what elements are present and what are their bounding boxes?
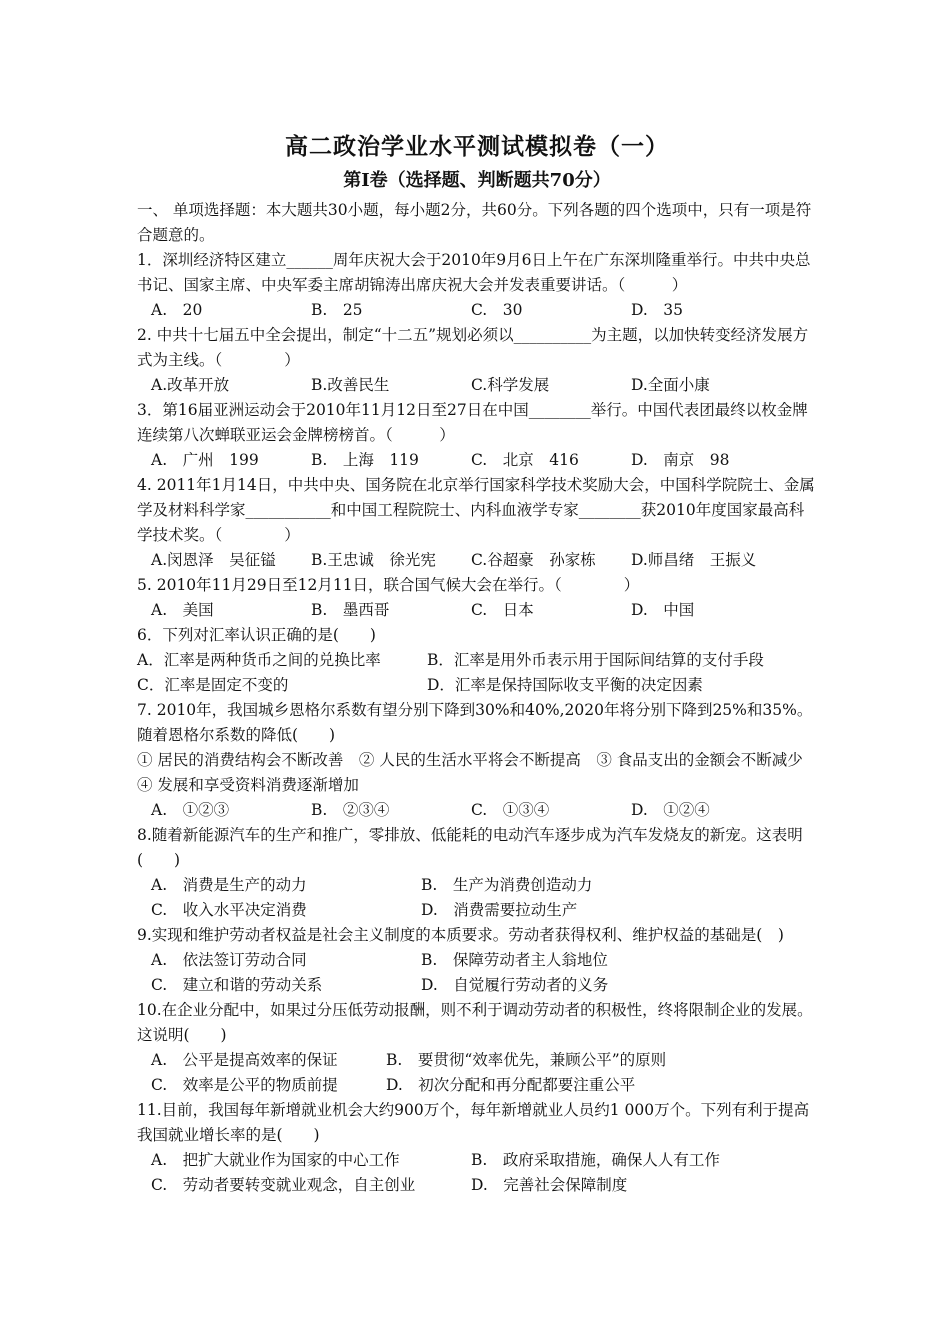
option-b: B. 生产为消费创造动力 <box>421 876 593 894</box>
option-c: C. 效率是公平的物质前提 <box>151 1076 338 1094</box>
question-4 <box>137 473 817 573</box>
option-a: A.改革开放 <box>151 376 230 394</box>
question-6 <box>137 623 817 698</box>
option-b: B.王忠诚 徐光宪 <box>311 551 436 569</box>
question-stem: 1．深圳经济特区建立______周年庆祝大会于2010年9月6日上午在广东深圳隆重举行。中共中央总书记、国家主席、中央军委主席胡锦涛出席庆祝大会并发表重要讲话。（ ） <box>137 251 811 294</box>
option-c: C. 建立和谐的劳动关系 <box>151 976 323 994</box>
option-a: A. 依法签订劳动合同 <box>151 951 307 969</box>
option-a: A. 消费是生产的动力 <box>151 876 307 894</box>
option-a: A. 把扩大就业作为国家的中心工作 <box>151 1151 400 1169</box>
option-a: A. 20 <box>151 301 203 319</box>
option-b: B. ②③④ <box>311 801 390 819</box>
question-stem: 7. 2010年，我国城乡恩格尔系数有望分别下降到30%和40%,2020年将分别下降到25%和35%。随着恩格尔系数的降低( ) <box>137 701 813 744</box>
question-2 <box>137 323 817 398</box>
option-c: C．汇率是固定不变的 <box>137 676 289 694</box>
option-c: C. ①③④ <box>471 801 550 819</box>
option-c: C. 日本 <box>471 601 534 619</box>
option-d: D. ①②④ <box>631 801 710 819</box>
option-b: B．汇率是用外币表示用于国际间结算的支付手段 <box>427 651 764 669</box>
question-stem: 5. 2010年11月29日至12月11日，联合国气候大会在举行。（ ） <box>137 576 640 594</box>
option-a: A. 公平是提高效率的保证 <box>151 1051 338 1069</box>
option-d: D. 初次分配和再分配都要注重公平 <box>386 1076 636 1094</box>
question-stem: 11.目前，我国每年新增就业机会大约900万个，每年新增就业人员约1 000万个。下列有利于提高我国就业增长率的是( ) <box>137 1101 810 1144</box>
question-stem: 8.随着新能源汽车的生产和推广，零排放、低能耗的电动汽车逐步成为汽车发烧友的新宠。这表明( ) <box>137 826 803 869</box>
option-a: A.闵恩泽 吴征镒 <box>151 551 276 569</box>
question-1 <box>137 248 817 323</box>
question-5 <box>137 573 817 623</box>
instructions: 一、 单项选择题：本大题共30小题，每小题2分，共60分。下列各题的四个选项中，只有一项是符合题意的。 <box>137 201 812 244</box>
option-row <box>151 448 817 473</box>
section-title: 第Ⅰ卷（选择题、判断题共70分） <box>343 170 611 191</box>
question-stem: 10.在企业分配中，如果过分压低劳动报酬，则不利于调动劳动者的积极性，终将限制企业的发展。这说明( ) <box>137 1001 813 1044</box>
option-c: C. 收入水平决定消费 <box>151 901 307 919</box>
option-b: B.改善民生 <box>311 376 390 394</box>
option-row <box>151 948 817 998</box>
option-d: D. 中国 <box>631 601 695 619</box>
option-a: A. ①②③ <box>151 801 230 819</box>
option-d: D. 35 <box>631 301 684 319</box>
option-b: B. 保障劳动者主人翁地位 <box>421 951 608 969</box>
option-row <box>151 1048 817 1098</box>
question-stem: 9.实现和维护劳动者权益是社会主义制度的本质要求。劳动者获得权利、维护权益的基础是( ) <box>137 926 784 944</box>
option-row <box>151 798 817 823</box>
option-a: A. 广州 199 <box>151 451 259 469</box>
page-title: 高二政治学业水平测试模拟卷（一） <box>285 133 669 160</box>
option-row <box>151 1148 817 1198</box>
exam-document <box>137 128 817 1198</box>
option-row <box>151 548 817 573</box>
question-stem: 6．下列对汇率认识正确的是( ) <box>137 626 376 644</box>
option-d: D．汇率是保持国际收支平衡的决定因素 <box>427 676 703 694</box>
option-row <box>151 298 817 323</box>
option-a: A．汇率是两种货币之间的兑换比率 <box>137 651 381 669</box>
option-d: D.师昌绪 王振义 <box>631 551 757 569</box>
question-8 <box>137 823 817 923</box>
option-d: D.全面小康 <box>631 376 710 394</box>
question-9 <box>137 923 817 998</box>
option-c: C.谷超豪 孙家栋 <box>471 551 596 569</box>
option-c: C. 北京 416 <box>471 451 579 469</box>
option-c: C.科学发展 <box>471 376 550 394</box>
option-b: B. 要贯彻“效率优先，兼顾公平”的原则 <box>386 1051 667 1069</box>
question-3 <box>137 398 817 473</box>
option-c: C. 劳动者要转变就业观念，自主创业 <box>151 1176 416 1194</box>
option-b: B. 墨西哥 <box>311 601 390 619</box>
option-row <box>151 873 817 923</box>
option-row <box>151 373 817 398</box>
option-b: B. 政府采取措施，确保人人有工作 <box>471 1151 720 1169</box>
question-stem: 2. 中共十七届五中全会提出，制定“十二五”规划必须以__________为主题，以加快转变经济发展方式为主线。（ ） <box>137 326 809 369</box>
question-7 <box>137 698 817 823</box>
option-d: D. 消费需要拉动生产 <box>421 901 578 919</box>
option-c: C. 30 <box>471 301 523 319</box>
option-d: D. 自觉履行劳动者的义务 <box>421 976 609 994</box>
option-row <box>137 648 817 698</box>
option-a: A. 美国 <box>151 601 214 619</box>
option-b: B. 上海 119 <box>311 451 419 469</box>
option-d: D. 完善社会保障制度 <box>471 1176 628 1194</box>
question-stem: 3．第16届亚洲运动会于2010年11月12日至27日在中国________举行。中国代表团最终以枚金牌连续第八次蝉联亚运会金牌榜榜首。（ ） <box>137 401 808 444</box>
question-11 <box>137 1098 817 1198</box>
option-b: B. 25 <box>311 301 363 319</box>
option-d: D. 南京 98 <box>631 451 730 469</box>
question-stem: 4. 2011年1月14日，中共中央、国务院在北京举行国家科学技术奖励大会，中国科学院院士、金属学及材料科学家___________和中国工程院院士、内科血液学专家________获2010年度国家最高科学技术奖。（ ） <box>137 476 815 544</box>
option-row <box>151 598 817 623</box>
question-10 <box>137 998 817 1098</box>
statement-list: ① 居民的消费结构会不断改善 ② 人民的生活水平将会不断提高 ③ 食品支出的金额会不断减少 ④ 发展和享受资料消费逐渐增加 <box>137 751 819 794</box>
